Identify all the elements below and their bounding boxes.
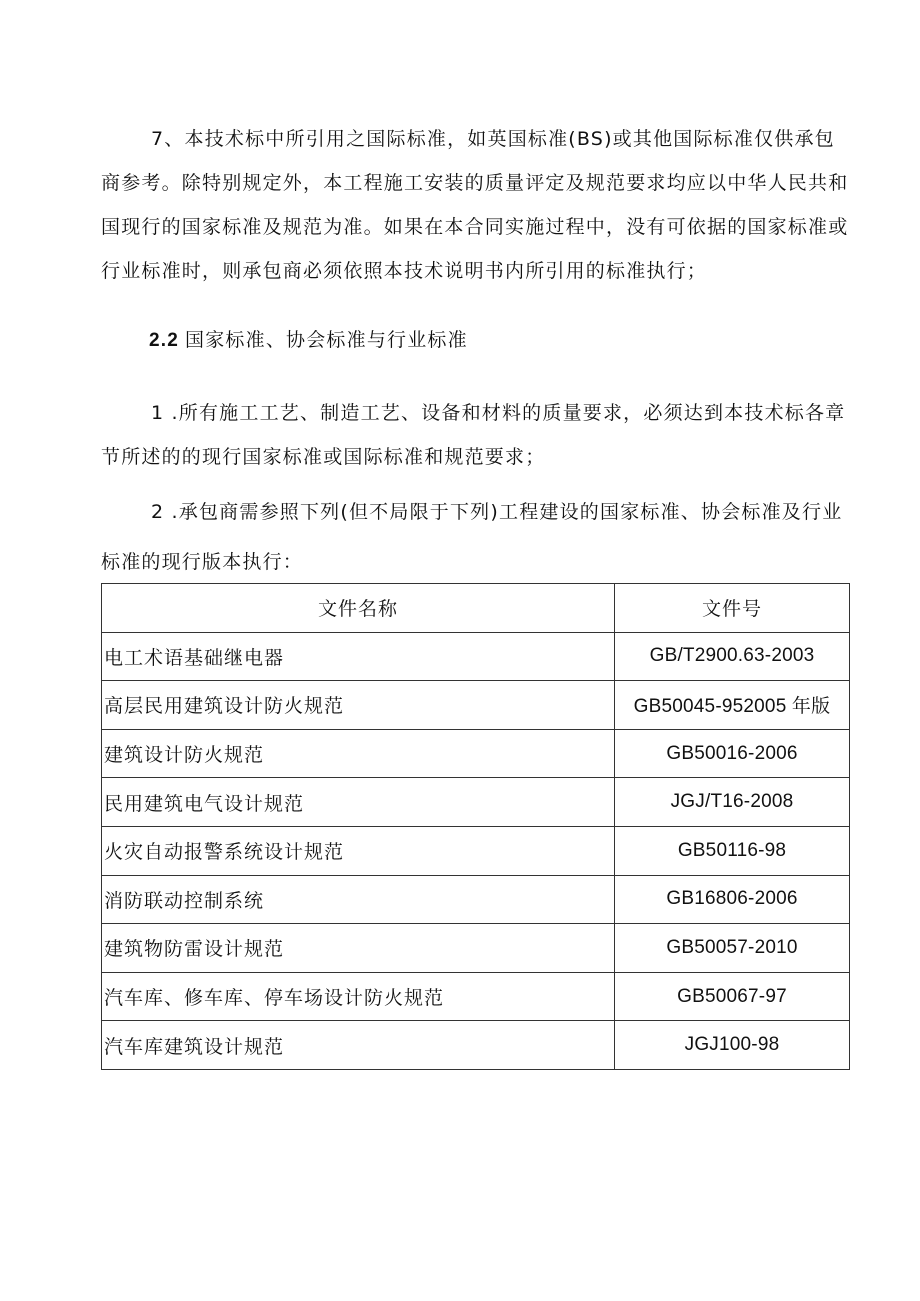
- standard-name: 建筑设计防火规范: [102, 729, 615, 778]
- table-row: [102, 729, 850, 778]
- table-row: [102, 972, 850, 1021]
- table-row: [102, 924, 850, 973]
- section-heading: [149, 318, 468, 363]
- paragraph-text: 2 .承包商需参照下列(但不局限于下列)工程建设的国家标准、协会标准及行业标准的现行版本执行：: [101, 501, 843, 573]
- paragraph-intl-standards: [101, 117, 853, 293]
- standard-name: 消防联动控制系统: [102, 875, 615, 924]
- section-title: 国家标准、协会标准与行业标准: [185, 329, 468, 351]
- paragraph-text: 1 .所有施工工艺、制造工艺、设备和材料的质量要求，必须达到本技术标各章节所述的的现行国家标准或国际标准和规范要求；: [101, 402, 846, 468]
- standard-code: GB16806-2006: [615, 875, 850, 924]
- standards-table: [101, 583, 850, 1070]
- column-header-name: 文件名称: [102, 584, 615, 633]
- standard-code: JGJ100-98: [615, 1021, 850, 1070]
- standard-name: 汽车库建筑设计规范: [102, 1021, 615, 1070]
- standard-name: 汽车库、修车库、停车场设计防火规范: [102, 972, 615, 1021]
- standard-code: GB50057-2010: [615, 924, 850, 973]
- table-row: [102, 632, 850, 681]
- table-row: [102, 778, 850, 827]
- standard-name: 建筑物防雷设计规范: [102, 924, 615, 973]
- paragraph-reference-standards: [101, 487, 853, 587]
- table-row: [102, 1021, 850, 1070]
- standard-code: GB50045-952005 年版: [615, 681, 850, 730]
- standard-code: JGJ/T16-2008: [615, 778, 850, 827]
- table-row: [102, 875, 850, 924]
- standard-name: 民用建筑电气设计规范: [102, 778, 615, 827]
- standard-code: GB/T2900.63-2003: [615, 632, 850, 681]
- standard-name: 高层民用建筑设计防火规范: [102, 681, 615, 730]
- standard-code: GB50116-98: [615, 826, 850, 875]
- section-number: 2.2: [149, 330, 180, 351]
- table-header-row: [102, 584, 850, 633]
- standard-name: 电工术语基础继电器: [102, 632, 615, 681]
- paragraph-text: 7、本技术标中所引用之国际标准，如英国标准(BS)或其他国际标准仅供承包商参考。除特别规定外，本工程施工安装的质量评定及规范要求均应以中华人民共和国现行的国家标准及规范为准。如果在本合同实施过程中，没有可依据的国家标准或行业标准时，则承包商必须依照本技术说明书内所引用的标准执行；: [101, 128, 849, 282]
- standard-name: 火灾自动报警系统设计规范: [102, 826, 615, 875]
- table-row: [102, 681, 850, 730]
- standard-code: GB50067-97: [615, 972, 850, 1021]
- column-header-code: 文件号: [615, 584, 850, 633]
- table-row: [102, 826, 850, 875]
- paragraph-quality-requirements: [101, 391, 853, 479]
- standard-code: GB50016-2006: [615, 729, 850, 778]
